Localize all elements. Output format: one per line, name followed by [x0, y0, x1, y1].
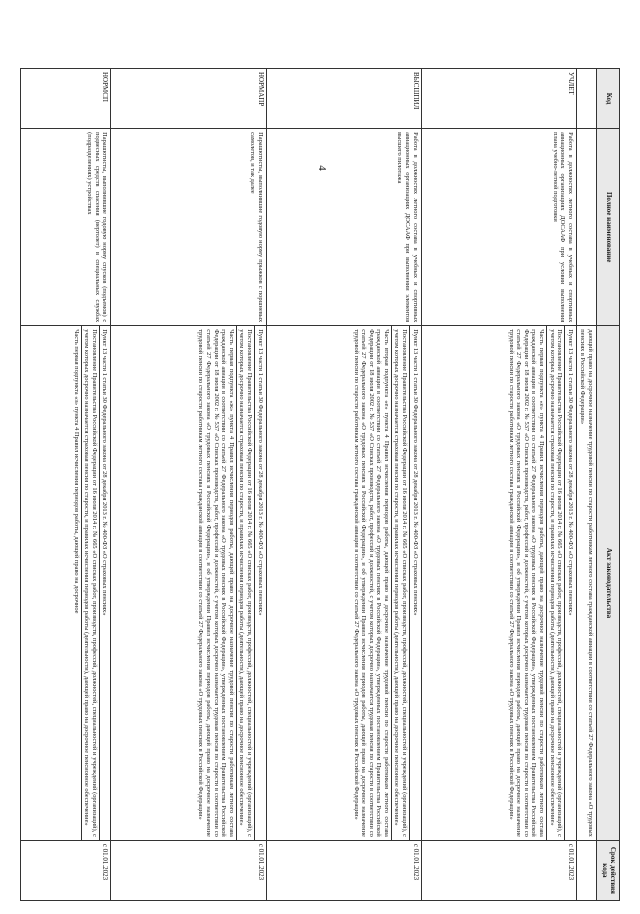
header-act: Акт законодательства [597, 326, 620, 841]
header-name: Полное наименование [597, 129, 620, 326]
table-row [21, 69, 111, 901]
header-code: Код [597, 69, 620, 129]
table-header-row [597, 69, 620, 901]
row-name: Работа в должностях летного состава в учебных и спортивных авиационных организациях ДОСААФ при выполнении элементов высшего пилотажа [266, 129, 421, 326]
act-paragraph: Пункт 13 части 1 статьи 30 Федерального закона от 28 декабря 2013 г. № 400-ФЗ «О страховых пенсиях» [566, 329, 574, 616]
codes-table [20, 68, 620, 901]
act-paragraph: Постановление Правительства Российской Федерации от 16 июля 2014 г. № 665 «О списках работ, производств, профессий, должностей, специальностей и учреждений (организаций), с учетом которых досрочно назначается страховая пенсия по старости, и правилах исчисления периодов работы (деятельности), дающей право на досрочное пенсионное обеспечение» [548, 329, 564, 837]
act-paragraph: Пункт 13 части 1 статьи 30 Федерального закона от 28 декабря 2013 г. № 400-ФЗ «О страховых пенсиях» [101, 329, 109, 616]
row-date: с 01.01.2023 [111, 840, 266, 900]
row-act [421, 326, 576, 841]
row-code: НОРМСП [21, 69, 111, 129]
divider [546, 326, 547, 840]
act-paragraph: Часть вторая подпункта «е» пункта 4 Правил исчисления периодов работы, дающей право на досрочное назначение трудовой пенсии по старости работникам летного состава гражданской авиации в соответствии со статьей 27 Федерального закона «О трудовых пенсиях в Российской Федерации», утвержденных постановлением Правительства Российской Федерации от 18 июля 2002 г. № 537 «О Списках производств, работ, профессий и должностей, с учетом которых досрочно назначается трудовая пенсия по старости в соответствии со статьей 27 Федерального закона «О трудовых пенсиях в Российской Федерации», и об утверждении Правил исчисления периодов работы, дающей право на досрочное назначение трудовой пенсии по старости работникам летного состава гражданской авиации в соответствии со статьей 27 Федерального закона «О трудовых пенсиях в Российской Федерации» [352, 329, 390, 837]
divider [236, 326, 237, 840]
table-row [421, 69, 576, 901]
page-number: 4 [315, 165, 328, 171]
act-paragraph: Постановление Правительства Российской Федерации от 16 июля 2014 г. № 665 «О списках работ, производств, профессий, должностей, специальностей и учреждений (организаций), с учетом которых досрочно назначается страховая пенсия по старости, и правилах исчисления периодов работы (деятельности), дающей право на досрочное пенсионное обеспечение» [238, 329, 253, 837]
row-code: ВЫСШПИЛ [266, 69, 421, 129]
divider [391, 326, 392, 840]
act-paragraph: Постановление Правительства Российской Федерации от 16 июля 2014 г. № 665 «О списках работ, производств, профессий, должностей, специальностей и учреждений (организаций), с учетом которых досрочно назначается страховая пенсия по старости, и правилах исчисления периодов работы (деятельности), дающей право на досрочное пенсионное обеспечение» [83, 329, 98, 837]
act-paragraph: Пункт 13 части 1 статьи 30 Федерального закона от 28 декабря 2013 г. № 400-ФЗ «О страховых пенсиях» [256, 329, 264, 616]
row-date: с 01.01.2023 [21, 840, 111, 900]
intro-text: дающий право на досрочное назначение трудовой пенсии по старости работникам летного состава гражданской авиации в соответствии со статьей 27 Федерального закона «О трудовых пенсиях в Российской Федерации» [576, 326, 596, 841]
divider [81, 326, 82, 840]
divider [254, 326, 255, 840]
row-act [21, 326, 111, 841]
divider [409, 326, 410, 840]
row-act [111, 326, 266, 841]
row-name: Парашютисты, выполнившие годовую норму прыжков с поршневых самолетов, и так далее [111, 129, 266, 326]
row-date: с 01.01.2023 [421, 840, 576, 900]
row-code: УЧЛЕТ [421, 69, 576, 129]
row-date: с 01.01.2023 [266, 840, 421, 900]
act-paragraph: Часть первая подпункта «е» пункта 4 Правил исчисления периодов работы, дающей право на досрочное назначение трудовой пенсии по старости работникам летного состава гражданской авиации в соответствии со статьей 27 Федерального закона «О трудовых пенсиях в Российской Федерации», утвержденных постановлением Правительства Российской Федерации от 18 июля 2002 г. № 537 «О Списках производств, работ, профессий и должностей, с учетом которых досрочно назначается трудовая пенсия по старости в соответствии со статьей 27 Федерального закона «О трудовых пенсиях в Российской Федерации», и об утверждении Правил исчисления периодов работы, дающей право на досрочное назначение трудовой пенсии по старости работникам летного состава гражданской авиации в соответствии со статьей 27 Федерального закона «О трудовых пенсиях в Российской Федерации» [507, 329, 546, 837]
intro-row [576, 69, 596, 901]
row-code: НОРМАПР [111, 69, 266, 129]
header-date: Срок действия кода [597, 840, 620, 900]
row-name: Парашютисты, выполнившие годовую норму спусков (подъемов) с подвесных средств спасения (вертолет) в специальных службах (подразделениях) устройствах [21, 129, 111, 326]
table-row [111, 69, 266, 901]
act-paragraph: Часть первая подпункта «ж» пункта 4 Правил исчисления периодов работы, дающей право на досрочное назначение трудовой пенсии по старости работникам летного состава гражданской авиации в соответствии со статьей 27 Федерального закона «О трудовых пенсиях в Российской Федерации», утвержденных постановлением Правительства Российской Федерации от 18 июля 2002 г. № 537 «О Списках производств, работ, профессий и должностей, с учетом которых досрочно назначается трудовая пенсия по старости в соответствии со статьей 27 Федерального закона «О трудовых пенсиях в Российской Федерации», и об утверждении Правил исчисления периодов работы, дающей право на досрочное назначение трудовой пенсии по старости работникам летного состава гражданской авиации в соответствии со статьей 27 Федерального закона «О трудовых пенсиях в Российской Федерации» [197, 329, 235, 837]
row-act [266, 326, 421, 841]
table-row [266, 69, 421, 901]
act-paragraph: Пункт 13 части 1 статьи 30 Федерального закона от 28 декабря 2013 г. № 400-ФЗ «О страховых пенсиях» [411, 329, 419, 616]
rotated-sheet [20, 68, 620, 901]
divider [99, 326, 100, 840]
act-paragraph: Постановление Правительства Российской Федерации от 16 июля 2014 г. № 665 «О списках работ, производств, профессий, должностей, специальностей и учреждений (организаций), с учетом которых досрочно назначается страховая пенсия по старости, и правилах исчисления периодов работы (деятельности), дающей право на досрочное пенсионное обеспечение» [393, 329, 409, 837]
act-paragraph: Часть первая подпункта «з» пункта 4 Правил исчисления периодов работы, дающей право на досрочное [72, 329, 80, 614]
row-name: Работа в должностях летного состава в учебных и спортивных авиационных организациях ДОСААФ при условии выполнения плана учебно-летной подготовки [421, 129, 576, 326]
divider [564, 326, 565, 840]
